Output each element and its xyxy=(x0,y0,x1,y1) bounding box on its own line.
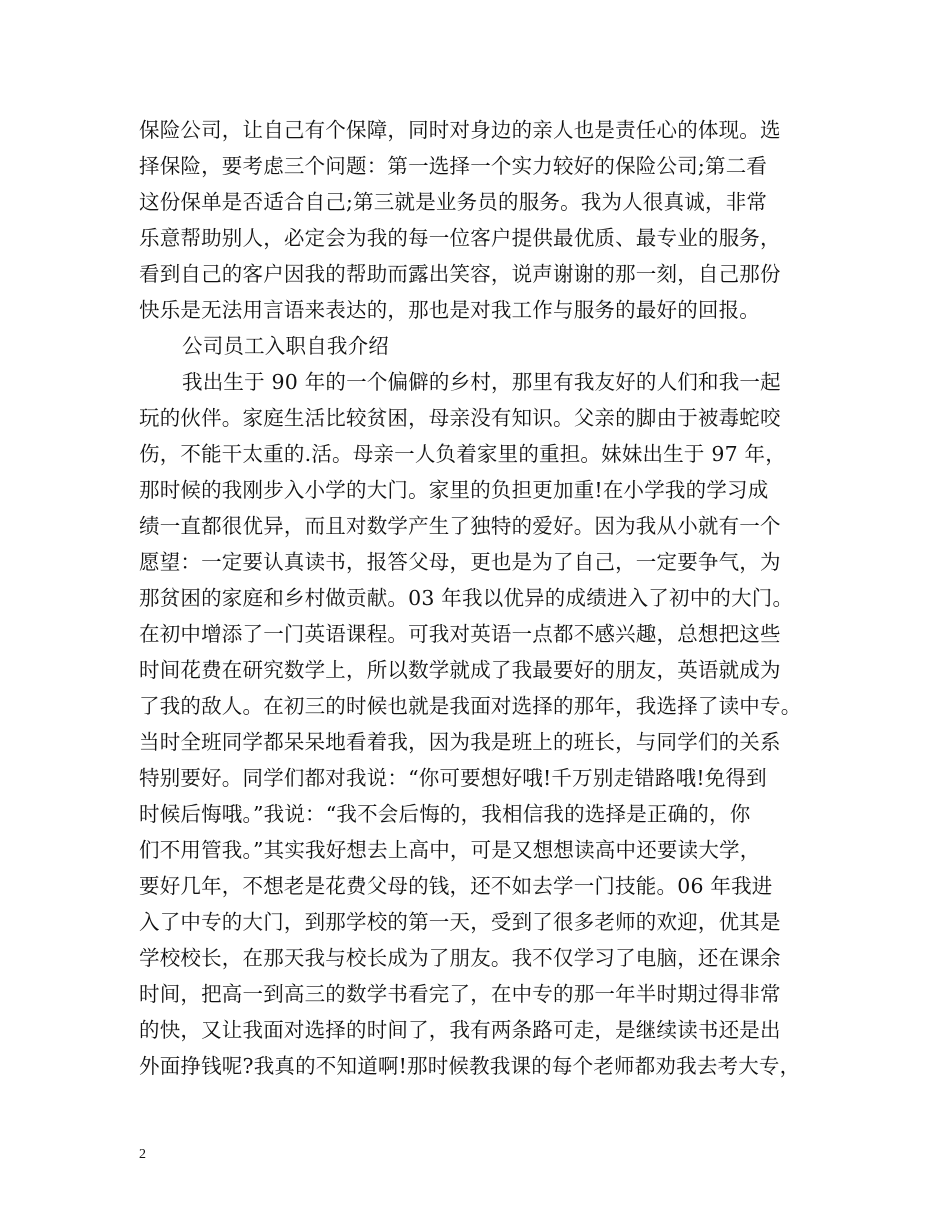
section-heading: 公司员工入职自我介绍 xyxy=(182,334,389,358)
text-line: 的快，又让我面对选择的时间了，我有两条路可走，是继续读书还是出 xyxy=(139,1018,781,1042)
text-line: 那时候的我刚步入小学的大门。家里的负担更加重!在小学我的学习成 xyxy=(139,478,769,502)
text-line: 了我的敌人。在初三的时候也就是我面对选择的那年，我选择了读中专。 xyxy=(139,694,802,718)
text-line: 特别要好。同学们都对我说：“你可要想好哦!千万别走错路哦!免得到 xyxy=(139,766,767,790)
text-line: 择保险，要考虑三个问题：第一选择一个实力较好的保险公司;第二看 xyxy=(139,154,768,178)
text-line: 们不用管我。”其实我好想去上高中，可是又想想读高中还要读大学， xyxy=(139,838,761,862)
text-line: 时间，把高一到高三的数学书看完了，在中专的那一年半时期过得非常 xyxy=(139,982,781,1006)
text-line: 在初中增添了一门英语课程。可我对英语一点都不感兴趣，总想把这些 xyxy=(139,622,781,646)
text-line: 快乐是无法用言语来表达的，那也是对我工作与服务的最好的回报。 xyxy=(139,298,760,322)
text-line: 乐意帮助别人，必定会为我的每一位客户提供最优质、最专业的服务， xyxy=(139,226,781,250)
text-line: 当时全班同学都呆呆地看着我，因为我是班上的班长，与同学们的关系 xyxy=(139,730,781,754)
text-line: 学校校长，在那天我与校长成为了朋友。我不仅学习了电脑，还在课余 xyxy=(139,946,781,970)
text-line: 要好几年，不想老是花费父母的钱，还不如去学一门技能。06 年我进 xyxy=(139,874,773,898)
text-line: 保险公司，让自己有个保障，同时对身边的亲人也是责任心的体现。选 xyxy=(139,118,781,142)
text-line: 看到自己的客户因我的帮助而露出笑容，说声谢谢的那一刻，自己那份 xyxy=(139,262,781,286)
text-line: 伤，不能干太重的.活。母亲一人负着家里的重担。妹妹出生于 97 年， xyxy=(139,442,786,466)
text-line: 那贫困的家庭和乡村做贡献。03 年我以优异的成绩进入了初中的大门。 xyxy=(139,586,794,610)
text-line: 入了中专的大门，到那学校的第一天，受到了很多老师的欢迎，优其是 xyxy=(139,910,781,934)
text-line: 时间花费在研究数学上，所以数学就成了我最要好的朋友，英语就成为 xyxy=(139,658,781,682)
text-line: 我出生于 90 年的一个偏僻的乡村，那里有我友好的人们和我一起 xyxy=(182,370,781,394)
page-number: 2 xyxy=(139,1147,146,1162)
text-line: 愿望：一定要认真读书，报答父母，更也是为了自己，一定要争气，为 xyxy=(139,550,781,574)
text-line: 外面挣钱呢?我真的不知道啊!那时候教我课的每个老师都劝我去考大专， xyxy=(139,1054,801,1078)
text-line: 玩的伙伴。家庭生活比较贫困，母亲没有知识。父亲的脚由于被毒蛇咬 xyxy=(139,406,781,430)
text-line: 时候后悔哦。”我说：“我不会后悔的，我相信我的选择是正确的，你 xyxy=(139,802,751,826)
text-line: 绩一直都很优异，而且对数学产生了独特的爱好。因为我从小就有一个 xyxy=(139,514,781,538)
text-line: 这份保单是否适合自己;第三就是业务员的服务。我为人很真诚，非常 xyxy=(139,190,768,214)
